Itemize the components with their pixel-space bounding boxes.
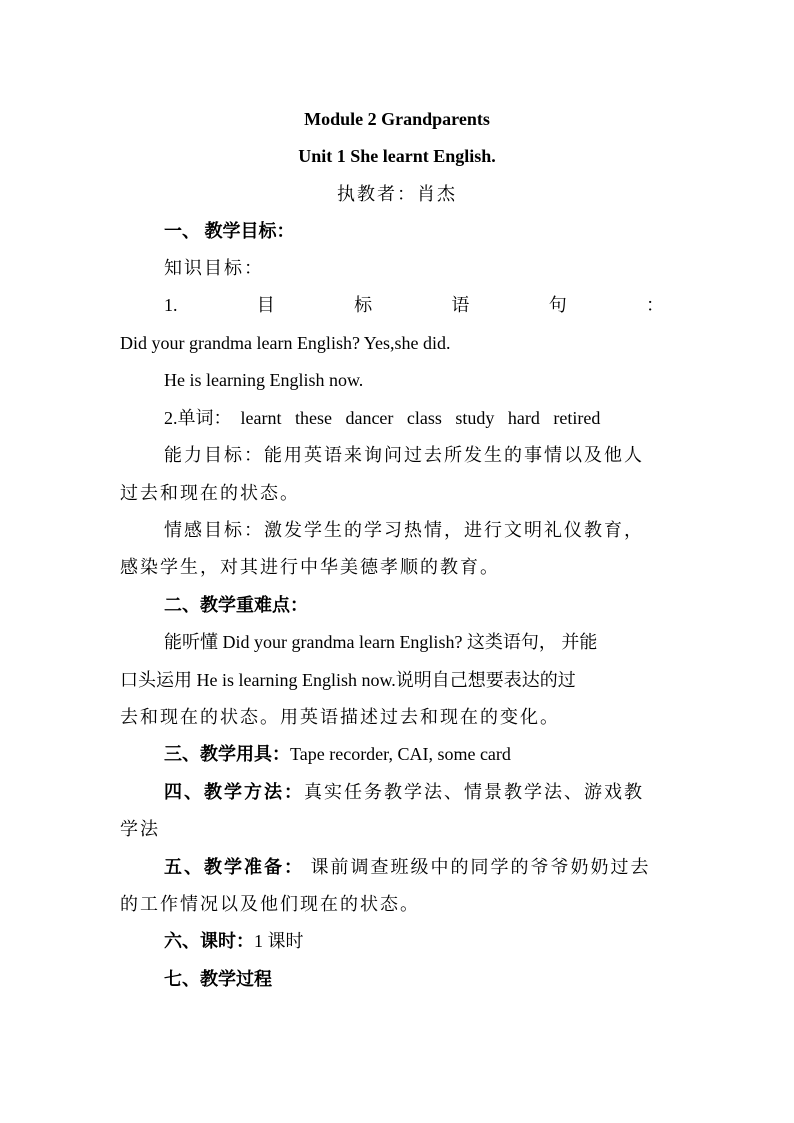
section-6-text: 1 课时 bbox=[254, 931, 304, 951]
teacher-line: 执教者：肖杰 bbox=[337, 184, 457, 204]
target-char-4: 句 bbox=[548, 295, 567, 315]
section-4-text: 真实任务教学法、情景教学法、游戏教 bbox=[304, 782, 644, 802]
section-7-heading: 七、教学过程 bbox=[164, 969, 272, 989]
section-5-heading: 五、教学准备： bbox=[164, 857, 304, 877]
keypoint-line-2: 口头运用 He is learning English now.说明自己想要表达的过 bbox=[120, 670, 576, 690]
section-5-text: 课前调查班级中的同学的爷爷奶奶过去 bbox=[310, 857, 651, 877]
unit-subtitle: Unit 1 She learnt English. bbox=[298, 146, 496, 166]
target-sentence-1: Did your grandma learn English? Yes,she did. bbox=[120, 333, 451, 353]
emotion-goal-line-1: 情感目标：激发学生的学习热情，进行文明礼仪教育， bbox=[164, 520, 644, 540]
target-sentences-label bbox=[164, 293, 664, 317]
keypoint-line-1: 能听懂 Did your grandma learn English? 这类语句， 并能 bbox=[164, 632, 598, 652]
section-5-text-cont: 的工作情况以及他们现在的状态。 bbox=[120, 894, 420, 914]
target-colon: ： bbox=[645, 295, 664, 315]
ability-goal-line-2: 过去和现在的状态。 bbox=[120, 483, 300, 503]
section-3-text: Tape recorder, CAI, some card bbox=[290, 744, 511, 764]
section-4-line bbox=[164, 780, 644, 804]
target-num: 1. bbox=[164, 295, 178, 315]
section-1-heading: 一、 教学目标： bbox=[164, 221, 295, 241]
target-char-1: 目 bbox=[256, 295, 275, 315]
emotion-goal-line-2: 感染学生，对其进行中华美德孝顺的教育。 bbox=[120, 557, 500, 577]
section-4-heading: 四、教学方法： bbox=[164, 782, 304, 802]
ability-goal-line-1: 能力目标：能用英语来询问过去所发生的事情以及他人 bbox=[164, 445, 644, 465]
section-6-heading: 六、课时： bbox=[164, 931, 254, 951]
knowledge-goal-label: 知识目标： bbox=[164, 258, 264, 278]
section-2-heading: 二、教学重难点： bbox=[164, 595, 308, 615]
vocabulary-line: 2.单词： learnt these dancer class study hard retired bbox=[164, 408, 601, 428]
section-3-line bbox=[164, 742, 511, 766]
document-title: Module 2 Grandparents bbox=[304, 109, 490, 129]
target-char-2: 标 bbox=[354, 295, 373, 315]
section-6-line bbox=[164, 929, 304, 953]
section-5-line bbox=[164, 855, 651, 879]
target-char-3: 语 bbox=[451, 295, 470, 315]
section-4-text-cont: 学法 bbox=[120, 819, 160, 839]
section-3-heading: 三、教学用具： bbox=[164, 744, 290, 764]
target-sentence-2: He is learning English now. bbox=[164, 370, 364, 390]
keypoint-line-3: 去和现在的状态。用英语描述过去和现在的变化。 bbox=[120, 707, 560, 727]
